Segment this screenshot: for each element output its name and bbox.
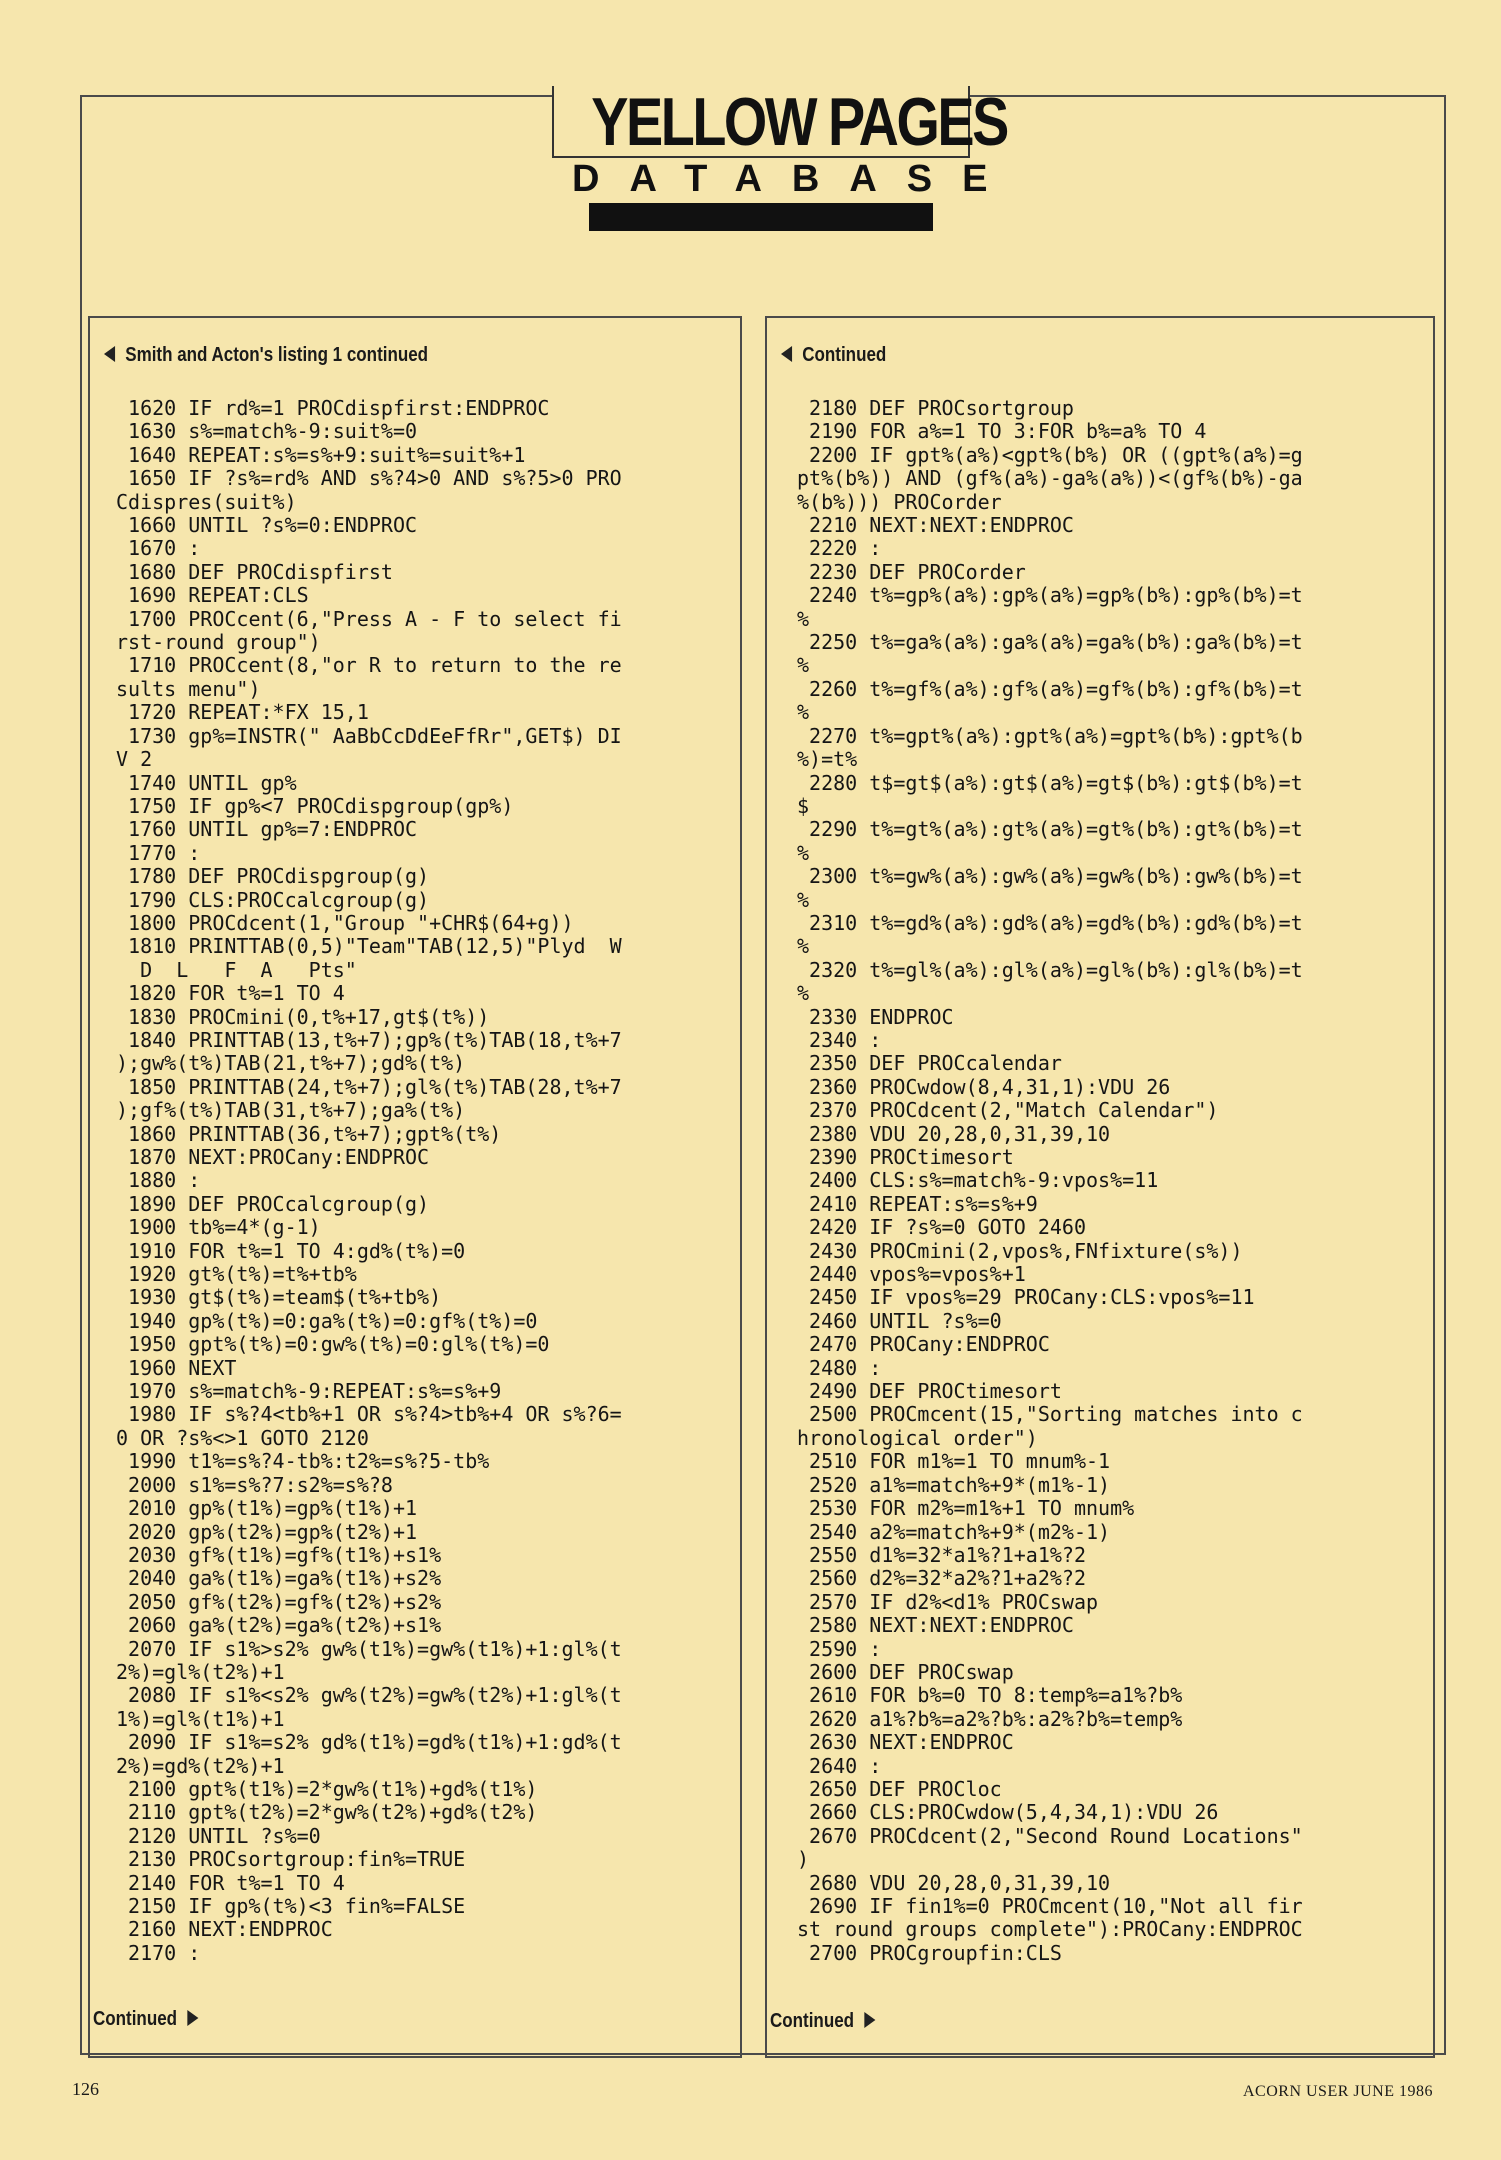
code-line: % — [797, 606, 810, 631]
code-line: 1780 DEF PROCdispgroup(g) — [116, 864, 430, 889]
code-line: 2280 t$=gt$(a%):gt$(a%)=gt$(b%):gt$(b%)=t — [797, 770, 1303, 795]
code-line: 2370 PROCdcent(2,"Match Calendar") — [797, 1098, 1219, 1123]
code-line: 2110 gpt%(t2%)=2*gw%(t2%)+gd%(t2%) — [116, 1800, 538, 1825]
code-line: 2290 t%=gt%(a%):gt%(a%)=gt%(b%):gt%(b%)=t — [797, 817, 1303, 842]
code-line: $ — [797, 793, 810, 818]
code-line: 0 OR ?s%<>1 GOTO 2120 — [116, 1425, 369, 1450]
code-line: % — [797, 887, 810, 912]
code-line: 2000 s1%=s%?7:s2%=s%?8 — [116, 1472, 393, 1497]
code-line: % — [797, 934, 810, 959]
arrow-right-icon — [187, 2010, 198, 2026]
code-line: 2270 t%=gpt%(a%):gpt%(a%)=gpt%(b%):gpt%(b — [797, 723, 1303, 748]
code-line: 2020 gp%(t2%)=gp%(t2%)+1 — [116, 1519, 418, 1544]
code-line: 2490 DEF PROCtimesort — [797, 1379, 1062, 1404]
code-line: 1860 PRINTTAB(36,t%+7);gpt%(t%) — [116, 1121, 502, 1146]
code-line: 2400 CLS:s%=match%-9:vpos%=11 — [797, 1168, 1159, 1193]
code-line: 2530 FOR m2%=m1%+1 TO mnum% — [797, 1496, 1135, 1521]
code-line: 2030 gf%(t1%)=gf%(t1%)+s1% — [116, 1542, 442, 1567]
code-line: 1620 IF rd%=1 PROCdispfirst:ENDPROC — [116, 396, 550, 420]
code-line: 1820 FOR t%=1 TO 4 — [116, 981, 345, 1006]
arrow-right-icon — [864, 2012, 875, 2028]
arrow-left-icon — [104, 346, 115, 362]
code-line: 1660 UNTIL ?s%=0:ENDPROC — [116, 513, 418, 538]
code-line: 2%)=gl%(t2%)+1 — [116, 1659, 285, 1684]
code-line: Cdispres(suit%) — [116, 489, 297, 514]
code-line: 2430 PROCmini(2,vpos%,FNfixture(s%)) — [797, 1238, 1243, 1263]
code-line: 1700 PROCcent(6,"Press A - F to select fi — [116, 606, 622, 631]
code-line: 2050 gf%(t2%)=gf%(t2%)+s2% — [116, 1589, 442, 1614]
code-line: V 2 — [116, 747, 153, 772]
code-line: 2140 FOR t%=1 TO 4 — [116, 1870, 345, 1895]
code-line: 2060 ga%(t2%)=ga%(t2%)+s1% — [116, 1613, 442, 1638]
code-line: 1990 t1%=s%?4-tb%:t2%=s%?5-tb% — [116, 1449, 490, 1474]
code-line: 2630 NEXT:ENDPROC — [797, 1730, 1014, 1755]
code-line: 2550 d1%=32*a1%?1+a1%?2 — [797, 1542, 1086, 1567]
code-line: 1790 CLS:PROCcalcgroup(g) — [116, 887, 430, 912]
code-line: 2540 a2%=match%+9*(m2%-1) — [797, 1519, 1111, 1544]
code-line: 2190 FOR a%=1 TO 3:FOR b%=a% TO 4 — [797, 419, 1207, 444]
code-line: 1650 IF ?s%=rd% AND s%?4>0 AND s%?5>0 PRO — [116, 466, 622, 491]
code-line: 1730 gp%=INSTR(" AaBbCcDdEeFfRr",GET$) DI — [116, 723, 622, 748]
code-line: 1890 DEF PROCcalcgroup(g) — [116, 1191, 430, 1216]
code-line: 2220 : — [797, 536, 882, 561]
left-panel-heading — [104, 344, 428, 367]
code-line: 2170 : — [116, 1940, 201, 1965]
folio: ACORN USER JUNE 1986 — [1242, 2083, 1433, 2100]
code-line: 2660 CLS:PROCwdow(5,4,34,1):VDU 26 — [797, 1800, 1219, 1825]
left-panel-heading-text: Smith and Acton's listing 1 continued — [125, 344, 429, 366]
code-line: 1690 REPEAT:CLS — [116, 583, 309, 608]
code-line: 2040 ga%(t1%)=ga%(t1%)+s2% — [116, 1566, 442, 1591]
right-panel-footer — [770, 2010, 875, 2033]
code-line: 1680 DEF PROCdispfirst — [116, 559, 393, 584]
masthead — [552, 84, 1007, 160]
code-line: 1970 s%=match%-9:REPEAT:s%=s%+9 — [116, 1379, 502, 1404]
code-line: 1740 UNTIL gp% — [116, 770, 297, 795]
code-line: 2310 t%=gd%(a%):gd%(a%)=gd%(b%):gd%(b%)=t — [797, 910, 1303, 935]
code-line: 2590 : — [797, 1636, 882, 1661]
code-line: 2510 FOR m1%=1 TO mnum%-1 — [797, 1449, 1111, 1474]
code-line: 1750 IF gp%<7 PROCdispgroup(gp%) — [116, 793, 514, 818]
code-line: 2120 UNTIL ?s%=0 — [116, 1823, 321, 1848]
code-line: 2360 PROCwdow(8,4,31,1):VDU 26 — [797, 1074, 1171, 1099]
masthead-bar — [589, 203, 933, 231]
code-line: 2010 gp%(t1%)=gp%(t1%)+1 — [116, 1496, 418, 1521]
code-line: 2130 PROCsortgroup:fin%=TRUE — [116, 1847, 466, 1872]
right-panel-footer-text: Continued — [770, 2010, 855, 2032]
code-line: 2600 DEF PROCswap — [797, 1659, 1014, 1684]
code-line: 2330 ENDPROC — [797, 1004, 954, 1029]
code-line: % — [797, 700, 810, 725]
right-code-listing — [797, 397, 1303, 1965]
code-line: 2080 IF s1%<s2% gw%(t2%)=gw%(t2%)+1:gl%(t — [116, 1683, 622, 1708]
code-line: 1630 s%=match%-9:suit%=0 — [116, 419, 418, 444]
code-line: 1770 : — [116, 840, 201, 865]
code-line: 1880 : — [116, 1168, 201, 1193]
code-line: % — [797, 653, 810, 678]
code-line: 1810 PRINTTAB(0,5)"Team"TAB(12,5)"Plyd W — [116, 934, 622, 959]
code-line: ) — [797, 1847, 810, 1872]
right-panel-heading-text: Continued — [802, 344, 887, 366]
code-line: sults menu") — [116, 676, 261, 701]
code-line: %)=t% — [797, 747, 858, 772]
code-line: 2480 : — [797, 1355, 882, 1380]
code-line: 1840 PRINTTAB(13,t%+7);gp%(t%)TAB(18,t%+7 — [116, 1027, 622, 1052]
code-line: 2210 NEXT:NEXT:ENDPROC — [797, 513, 1074, 538]
left-code-listing — [116, 397, 622, 1965]
code-line: 2520 a1%=match%+9*(m1%-1) — [797, 1472, 1111, 1497]
code-line: 2580 NEXT:NEXT:ENDPROC — [797, 1613, 1074, 1638]
left-listing-panel — [88, 316, 742, 2058]
right-listing-panel — [765, 316, 1435, 2058]
page-number: 126 — [72, 2079, 99, 2099]
left-panel-footer — [93, 2008, 198, 2031]
code-line: rst-round group") — [116, 630, 321, 655]
code-line: 2650 DEF PROCloc — [797, 1776, 1002, 1801]
code-line: 2090 IF s1%=s2% gd%(t1%)=gd%(t1%)+1:gd%(t — [116, 1730, 622, 1755]
code-line: 2680 VDU 20,28,0,31,39,10 — [797, 1870, 1111, 1895]
code-line: 1960 NEXT — [116, 1355, 237, 1380]
page-subtitle: DATABASE — [572, 158, 1018, 200]
code-line: 2390 PROCtimesort — [797, 1145, 1014, 1169]
code-line: % — [797, 981, 810, 1006]
code-line: 1870 NEXT:PROCany:ENDPROC — [116, 1145, 430, 1169]
code-line: %(b%))) PROCorder — [797, 489, 1002, 514]
code-line: 2180 DEF PROCsortgroup — [797, 396, 1074, 420]
code-line: 2500 PROCmcent(15,"Sorting matches into c — [797, 1402, 1303, 1427]
code-line: 2620 a1%?b%=a2%?b%:a2%?b%=temp% — [797, 1706, 1183, 1731]
code-line: 2100 gpt%(t1%)=2*gw%(t1%)+gd%(t1%) — [116, 1776, 538, 1801]
page-title: YELLOW PAGES — [591, 84, 1007, 160]
code-line: 1760 UNTIL gp%=7:ENDPROC — [116, 817, 418, 842]
code-line: 2420 IF ?s%=0 GOTO 2460 — [797, 1215, 1086, 1240]
code-line: 2150 IF gp%(t%)<3 fin%=FALSE — [116, 1894, 466, 1918]
code-line: 2570 IF d2%<d1% PROCswap — [797, 1589, 1099, 1614]
code-line: 2240 t%=gp%(a%):gp%(a%)=gp%(b%):gp%(b%)=t — [797, 583, 1303, 608]
code-line: 2410 REPEAT:s%=s%+9 — [797, 1191, 1038, 1216]
code-line: hronological order") — [797, 1425, 1038, 1450]
code-line: 1640 REPEAT:s%=s%+9:suit%=suit%+1 — [116, 442, 526, 467]
code-line: 2340 : — [797, 1027, 882, 1052]
code-line: 2%)=gd%(t2%)+1 — [116, 1753, 285, 1778]
code-line: 2450 IF vpos%=29 PROCany:CLS:vpos%=11 — [797, 1285, 1255, 1310]
code-line: 1950 gpt%(t%)=0:gw%(t%)=0:gl%(t%)=0 — [116, 1332, 550, 1357]
code-line: 1800 PROCdcent(1,"Group "+CHR$(64+g)) — [116, 910, 574, 935]
code-line: 2380 VDU 20,28,0,31,39,10 — [797, 1121, 1111, 1146]
code-line: 2350 DEF PROCcalendar — [797, 1051, 1062, 1076]
code-line: 2300 t%=gw%(a%):gw%(a%)=gw%(b%):gw%(b%)=t — [797, 864, 1303, 889]
code-line: 1930 gt$(t%)=team$(t%+tb%) — [116, 1285, 442, 1310]
code-line: );gf%(t%)TAB(31,t%+7);ga%(t%) — [116, 1098, 466, 1123]
code-line: 2700 PROCgroupfin:CLS — [797, 1940, 1062, 1965]
code-line: 1830 PROCmini(0,t%+17,gt$(t%)) — [116, 1004, 490, 1029]
code-line: 2160 NEXT:ENDPROC — [116, 1917, 333, 1942]
code-line: 2610 FOR b%=0 TO 8:temp%=a1%?b% — [797, 1683, 1183, 1708]
code-line: 1670 : — [116, 536, 201, 561]
code-line: D L F A Pts" — [116, 957, 357, 982]
arrow-left-icon — [781, 346, 792, 362]
code-line: 1900 tb%=4*(g-1) — [116, 1215, 321, 1240]
code-line: % — [797, 840, 810, 865]
code-line: 2230 DEF PROCorder — [797, 559, 1026, 584]
code-line: 2560 d2%=32*a2%?1+a2%?2 — [797, 1566, 1086, 1591]
code-line: 2460 UNTIL ?s%=0 — [797, 1308, 1002, 1333]
code-line: 2440 vpos%=vpos%+1 — [797, 1262, 1026, 1287]
code-line: 2250 t%=ga%(a%):ga%(a%)=ga%(b%):ga%(b%)=t — [797, 630, 1303, 655]
code-line: pt%(b%)) AND (gf%(a%)-ga%(a%))<(gf%(b%)-ga — [797, 466, 1303, 491]
right-panel-heading — [781, 344, 886, 367]
code-line: 2640 : — [797, 1753, 882, 1778]
code-line: 1910 FOR t%=1 TO 4:gd%(t%)=0 — [116, 1238, 466, 1263]
code-line: 2670 PROCdcent(2,"Second Round Locations" — [797, 1823, 1303, 1848]
code-line: 2690 IF fin1%=0 PROCmcent(10,"Not all fir — [797, 1894, 1303, 1918]
code-line: );gw%(t%)TAB(21,t%+7);gd%(t%) — [116, 1051, 466, 1076]
code-line: 1980 IF s%?4<tb%+1 OR s%?4>tb%+4 OR s%?6= — [116, 1402, 622, 1427]
code-line: 1710 PROCcent(8,"or R to return to the re — [116, 653, 622, 678]
code-line: 2470 PROCany:ENDPROC — [797, 1332, 1050, 1357]
code-line: 2320 t%=gl%(a%):gl%(a%)=gl%(b%):gl%(b%)=t — [797, 957, 1303, 982]
code-line: 2070 IF s1%>s2% gw%(t1%)=gw%(t1%)+1:gl%(t — [116, 1636, 622, 1661]
code-line: 2260 t%=gf%(a%):gf%(a%)=gf%(b%):gf%(b%)=t — [797, 676, 1303, 701]
code-line: 1%)=gl%(t1%)+1 — [116, 1706, 285, 1731]
code-line: 2200 IF gpt%(a%)<gpt%(b%) OR ((gpt%(a%)=g — [797, 442, 1303, 467]
code-line: 1850 PRINTTAB(24,t%+7);gl%(t%)TAB(28,t%+7 — [116, 1074, 622, 1099]
code-line: 1920 gt%(t%)=t%+tb% — [116, 1262, 357, 1287]
left-panel-footer-text: Continued — [93, 2008, 178, 2030]
code-line: 1940 gp%(t%)=0:ga%(t%)=0:gf%(t%)=0 — [116, 1308, 538, 1333]
code-line: st round groups complete"):PROCany:ENDPROC — [797, 1917, 1303, 1942]
code-line: 1720 REPEAT:*FX 15,1 — [116, 700, 369, 725]
